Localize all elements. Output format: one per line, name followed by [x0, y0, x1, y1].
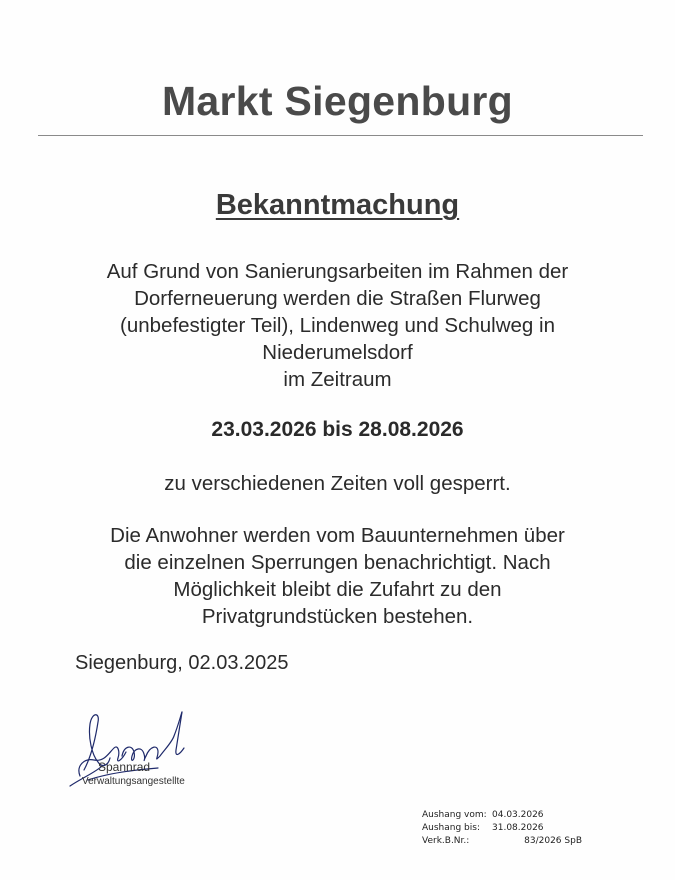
paragraph-closure-status	[40, 470, 635, 497]
page-title: Markt Siegenburg	[161, 78, 514, 124]
paragraph-line: Privatgrundstücken bestehen.	[201, 605, 474, 628]
stamp-row	[422, 809, 582, 822]
stamp-value: 31.08.2026	[492, 823, 544, 833]
notice-heading-text: Bekanntmachung	[215, 189, 460, 221]
paragraph-line: Die Anwohner werden vom Bauunternehmen über	[110, 524, 565, 547]
paragraph-resident-info	[40, 522, 635, 630]
stamp-label: Aushang vom:	[422, 810, 487, 820]
paragraph-line: im Zeitraum	[283, 368, 392, 391]
stamp-row	[422, 835, 582, 848]
title-divider	[38, 135, 643, 136]
place-and-date: Siegenburg, 02.03.2025	[75, 652, 289, 674]
paragraph-line: Niederumelsdorf	[262, 341, 413, 364]
paragraph-line: die einzelnen Sperrungen benachrichtigt. Nach	[124, 551, 551, 574]
paragraph-line: Möglichkeit bleibt die Zufahrt zu den	[173, 578, 502, 601]
signatory-role: Verwaltungsangestellte	[82, 776, 185, 787]
stamp-label: Verk.B.Nr.:	[422, 836, 470, 846]
paragraph-line: Auf Grund von Sanierungsarbeiten im Rahmen der	[106, 260, 569, 283]
stamp-label: Aushang bis:	[422, 823, 480, 833]
notice-heading	[0, 189, 675, 222]
stamp-value: 83/2026 SpB	[524, 836, 582, 846]
paragraph-line: (unbefestigter Teil), Lindenweg und Schulweg in	[120, 314, 555, 337]
paragraph-line: zu verschiedenen Zeiten voll gesperrt.	[164, 472, 511, 495]
stamp-value: 04.03.2026	[492, 810, 544, 820]
paragraph-line: Dorferneuerung werden die Straßen Flurweg	[134, 287, 541, 310]
paragraph-closure-details	[40, 258, 635, 393]
stamp-row	[422, 822, 582, 835]
posting-stamp	[422, 809, 582, 848]
closure-dates: 23.03.2026 bis 28.08.2026	[211, 418, 464, 441]
signatory-name: Spannrad	[98, 760, 151, 774]
